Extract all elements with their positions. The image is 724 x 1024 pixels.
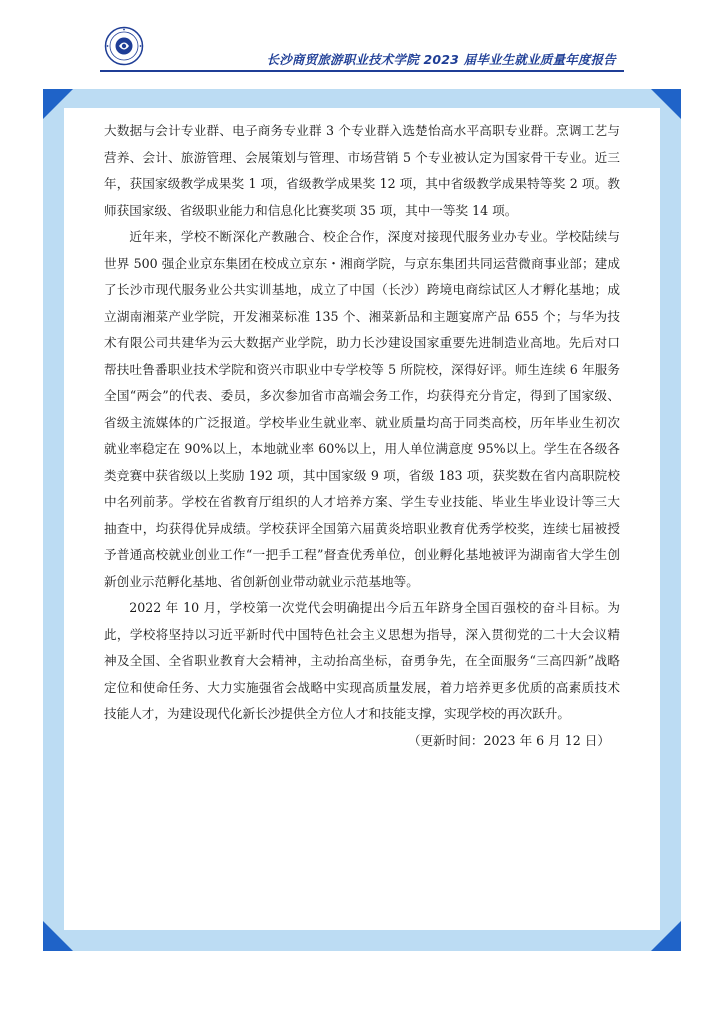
- report-title: 长沙商贸旅游职业技术学院 2023 届毕业生就业质量年度报告: [266, 52, 616, 67]
- paragraph-industry-cooperation: 近年来，学校不断深化产教融合、校企合作，深度对接现代服务业办专业。学校陆续与世界 500 强企业京东集团在校成立京东・湘商学院，与京东集团共同运营微商事业部；建成了长沙市现代服务业公共实训基地，成立了中国（长沙）跨境电商综试区人才孵化基地；成立湖南湘菜产业学院，开发湘菜标准 135 个、湘菜新品和主题宴席产品 655 个；与华为技术有限公司共建华为云大数据产业学院，助力长沙建设国家重要先进制造业高地。先后对口帮扶吐鲁番职业技术学院和资兴市职业中专学校等 5 所院校，深得好评。师生连续 6 年服务全国“两会”的代表、委员，多次参加省市高端会务工作，均获得充分肯定，得到了国家级、省级主流媒体的广泛报道。学校毕业生就业率、就业质量均高于同类高校，历年毕业生初次就业率稳定在 90%以上，本地就业率 60%以上，用人单位满意度 95%以上。学生在各级各类竞赛中获省级以上奖励 192 项，其中国家级 9 项，省级 183 项，获奖数在省内高职院校中名列前茅。学校在省教育厅组织的人才培养方案、学生专业技能、毕业生毕业设计等三大抽查中，均获得优异成绩。学校获评全国第六届黄炎培职业教育优秀学校奖，连续七届被授予普通高校就业创业工作“一把手工程”督查优秀单位，创业孵化基地被评为湖南省大学生创新创业示范孵化基地、省创新创业带动就业示范基地等。: [104, 229, 620, 589]
- report-header: [0, 0, 724, 80]
- paragraph-professional-groups: 大数据与会计专业群、电子商务专业群 3 个专业群入选楚怡高水平高职专业群。烹调工艺与营养、会计、旅游管理、会展策划与管理、市场营销 5 个专业被认定为国家骨干专业。近三年，获国家级教学成果奖 1 项，省级教学成果奖 12 项，其中省级教学成果特等奖 2 项。教师获国家级、省级职业能力和信息化比赛奖项 35 项，其中一等奖 14 项。: [104, 123, 620, 218]
- update-time: （更新时间：2023 年 6 月 12 日）: [407, 732, 610, 748]
- report-body: [104, 118, 620, 754]
- header-divider: [100, 70, 624, 72]
- college-seal-icon: [104, 26, 144, 66]
- paragraph-development-goal: 2022 年 10 月，学校第一次党代会明确提出今后五年跻身全国百强校的奋斗目标。为此，学校将坚持以习近平新时代中国特色社会主义思想为指导，深入贯彻党的二十大会议精神及全国、全省职业教育大会精神，主动抬高坐标，奋勇争先，在全面服务“三高四新”战略定位和使命任务、大力实施强省会战略中实现高质量发展，着力培养更多优质的高素质技术技能人才，为建设现代化新长沙提供全方位人才和技能支撑，实现学校的再次跃升。: [104, 600, 620, 721]
